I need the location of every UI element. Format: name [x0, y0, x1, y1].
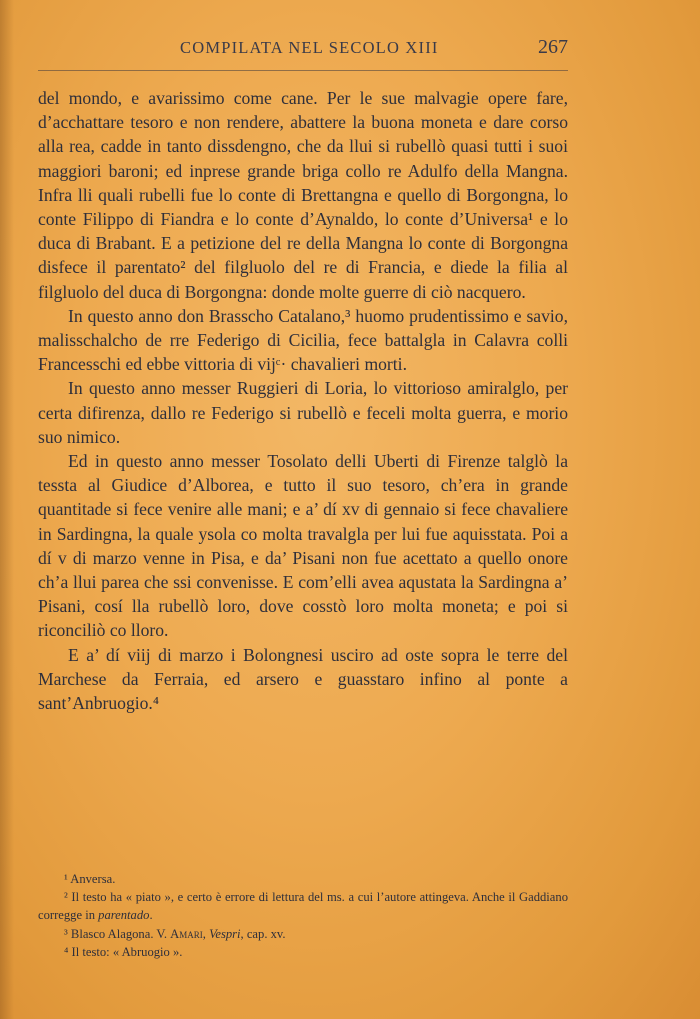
footnote-2-text: ² Il testo ha « piato », e certo è errore di lettura del ms. a cui l’autore attingeva. Anche il Gaddiano corregge in — [38, 890, 568, 923]
footnote-2-end: . — [149, 908, 153, 923]
paragraph-3: In questo anno messer Ruggieri di Loria, lo vittorioso amiralglo, per certa difirenza, dallo re Federigo si rubellò e feceli molta guerra, e morio suo nimico. — [38, 378, 568, 447]
page-edge-shadow — [0, 0, 14, 1019]
footnote-3 — [38, 925, 568, 943]
paragraph-2: In questo anno don Brasscho Catalano,³ huomo prudentissimo e savio, malisschalcho de rre Federigo di Cicilia, fece battalgla in Calavra colli Francesschi ed ebbe vittoria di vijᶜ· chavalieri morti. — [38, 305, 568, 375]
footnote-3-author: Amari — [170, 926, 203, 941]
footnote-2 — [38, 888, 568, 924]
footnote-4: ⁴ Il testo: « Abruogio ». — [64, 944, 183, 959]
paragraph-1: del mondo, e avarissimo come cane. Per le sue malvagie opere fare, d’acchattare tesoro e non rendere, abattere la buona moneta e dare corso alla rea, cadde in tanto dissdengno, che da llui si rubellò quasi tutti i suoi maggiori baroni; ed inprese grande briga collo re Adulfo della Mangna. Infra lli quali rubelli fue lo conte di Brettangna e quello di Borgongna, lo conte Filippo di Fiandra e lo conte d’Aynaldo, lo conte d’Universa¹ e lo duca di Brabant. E a petizione del re della Mangna lo conte di Borgongna disfece il parentato² del filgluolo del re di Francia, e diede la filia al filgluolo del duca di Borgongna: donde molte guerre di ciò nacquero. — [38, 88, 568, 302]
page-number: 267 — [538, 36, 568, 58]
paragraph-5: E a’ dí viij di marzo i Bolongnesi usciro ad oste sopra le terre del Marchese da Ferraia, ed arsero e guasstaro infino al ponte a sant’Anbruogio.⁴ — [38, 644, 568, 714]
footnotes — [38, 870, 568, 961]
running-title: COMPILATA NEL SECOLO XIII — [180, 38, 439, 57]
footnote-2-italic: parentado — [98, 908, 150, 923]
body-text — [38, 86, 568, 715]
footnote-3-sep: , — [202, 926, 210, 941]
paragraph-4: Ed in questo anno messer Tosolato delli Uberti di Firenze talglò la tessta al Giudice d’Alborea, e tutto il suo tesoro, ch’era in grande quantitade si fece venire alle mani; e a’ dí xv di gennaio si fece chavaliere in Sardingna, la quale ysola co molta travalgla per lui fue aquisstata. Poi a dí v di marzo venne in Pisa, e da’ Pisani non fue acettato a quello onore ch’a llui parea che ssi convenisse. E com’elli avea aqustata la Sardingna a’ Pisani, cosí lla rubellò loro, dove cosstò loro molta moneta; e poi si riconciliò co lloro. — [38, 451, 568, 641]
footnote-3-text: ³ Blasco Alagona. V. — [64, 926, 171, 941]
footnote-1: ¹ Anversa. — [64, 872, 116, 886]
footnote-3-end: , cap. xv. — [240, 926, 286, 941]
footnote-3-title: Vespri — [209, 926, 241, 941]
running-head — [38, 38, 568, 64]
header-rule — [38, 70, 568, 71]
